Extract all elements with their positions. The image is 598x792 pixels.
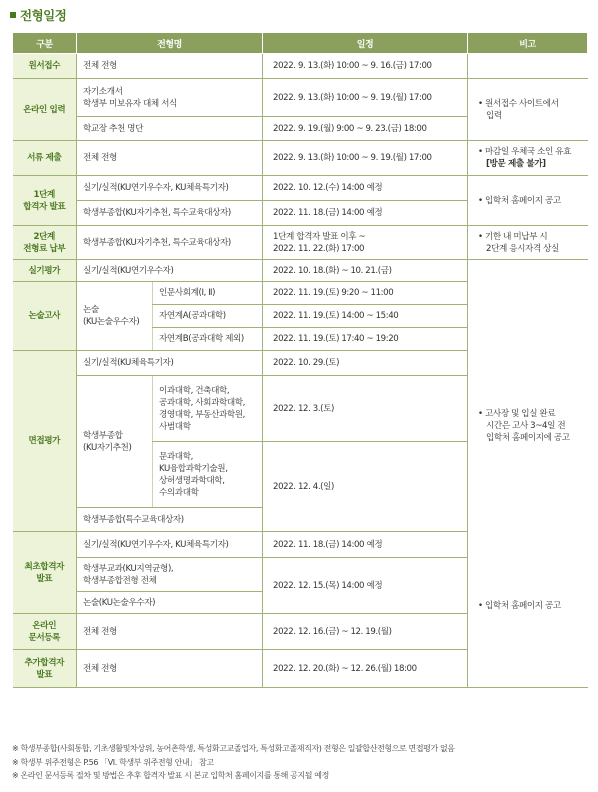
name-cell: 전체 전형 — [77, 614, 263, 650]
name-cell: 논술(KU논술우수자) — [77, 592, 263, 614]
category-cell: 2단계 전형료 납부 — [13, 226, 77, 260]
table-row — [13, 79, 588, 117]
date-cell: 2022. 11. 19.(토) 14:00 ~ 15:40 — [263, 305, 468, 328]
category-cell: 실기평가 — [13, 260, 77, 282]
name-cell: 학교장 추천 명단 — [77, 117, 263, 141]
category-cell: 원서접수 — [13, 54, 77, 79]
section-title — [10, 6, 66, 24]
name-cell: 학생부종합(KU자기추천, 특수교육대상자) — [77, 226, 263, 260]
sub-name-cell: 문과대학, KU융합과학기술원, 상허생명과학대학, 수의과대학 — [153, 442, 263, 508]
remarks-cell: • 원서접수 사이트에서 입력 — [468, 79, 588, 141]
name-cell: 전체 전형 — [77, 54, 263, 79]
date-cell: 2022. 9. 13.(화) 10:00 ~ 9. 16.(금) 17:00 — [263, 54, 468, 79]
remarks-cell: • 기한 내 미납부 시 2단계 응시자격 상실 — [468, 226, 588, 260]
remarks-final-announcement: • 입학처 홈페이지 공고 — [478, 600, 561, 612]
remarks-cell — [468, 54, 588, 79]
table-row — [13, 260, 588, 282]
name-cell: 전체 전형 — [77, 141, 263, 176]
header-admission-type: 전형명 — [77, 33, 263, 54]
table-row — [13, 141, 588, 176]
name-cell: 학생부종합(KU자기추천, 특수교육대상자) — [77, 201, 263, 226]
sub-name-cell: 이과대학, 건축대학, 공과대학, 사회과학대학, 경영대학, 부동산과학원, 사범대학 — [153, 376, 263, 442]
remarks-cell: • 고사장 및 입실 완료 시간은 고사 3~4일 전 입학처 홈페이지에 공고 • 입학처 홈페이지 공고 — [468, 260, 588, 688]
date-cell: 2022. 12. 4.(일) — [263, 442, 468, 532]
name-cell: 학생부종합 (KU자기추천) — [77, 376, 153, 508]
category-cell: 논술고사 — [13, 282, 77, 351]
date-cell: 1단계 합격자 발표 이후 ~ 2022. 11. 22.(화) 17:00 — [263, 226, 468, 260]
name-cell: 학생부종합(특수교육대상자) — [77, 508, 263, 532]
name-cell: 실기/실적(KU연기우수자) — [77, 260, 263, 282]
date-cell: 2022. 12. 3.(토) — [263, 376, 468, 442]
schedule-table — [12, 32, 588, 688]
sub-name-cell: 자연계B(공과대학 제외) — [153, 328, 263, 351]
date-cell: 2022. 12. 20.(화) ~ 12. 26.(월) 18:00 — [263, 650, 468, 688]
footnote: ※ 학생부종합(사회통합, 기초생활및차상위, 농어촌학생, 특성화고교졸업자, 특성화고졸재직자) 전형은 일괄합산전형으로 면접평가 없음 — [12, 744, 455, 753]
date-cell: 2022. 11. 18.(금) 14:00 예정 — [263, 201, 468, 226]
header-remarks: 비고 — [468, 33, 588, 54]
header-category: 구분 — [13, 33, 77, 54]
category-cell: 온라인 문서등록 — [13, 614, 77, 650]
remarks-cell: • 마감일 우체국 소인 유효 [방문 제출 불가] — [468, 141, 588, 176]
date-cell: 2022. 9. 19.(월) 9:00 ~ 9. 23.(금) 18:00 — [263, 117, 468, 141]
sub-name-cell: 자연계A(공과대학) — [153, 305, 263, 328]
name-cell: 실기/실적(KU연기우수자, KU체육특기자) — [77, 176, 263, 201]
sub-name-cell: 인문사회계(Ⅰ, Ⅱ) — [153, 282, 263, 305]
name-cell: 실기/실적(KU연기우수자, KU체육특기자) — [77, 532, 263, 558]
category-cell: 면접평가 — [13, 351, 77, 532]
footnote: ※ 온라인 문서등록 절차 및 방법은 추후 합격자 발표 시 본교 입학처 홈페이지를 통해 공지될 예정 — [12, 771, 329, 780]
category-cell: 온라인 입력 — [13, 79, 77, 141]
table-row — [13, 226, 588, 260]
date-cell: 2022. 10. 18.(화) ~ 10. 21.(금) — [263, 260, 468, 282]
table-row — [13, 176, 588, 201]
date-cell: 2022. 10. 12.(수) 14:00 예정 — [263, 176, 468, 201]
date-cell: 2022. 12. 15.(목) 14:00 예정 — [263, 558, 468, 614]
category-cell: 최초합격자 발표 — [13, 532, 77, 614]
name-cell: 전체 전형 — [77, 650, 263, 688]
name-cell: 실기/실적(KU체육특기자) — [77, 351, 263, 376]
header-schedule: 일정 — [263, 33, 468, 54]
footnote: ※ 학생부 위주전형은 P.56 「Ⅵ. 학생부 위주전형 안내」 참고 — [12, 757, 214, 767]
category-cell: 서류 제출 — [13, 141, 77, 176]
date-cell: 2022. 9. 13.(화) 10:00 ~ 9. 19.(월) 17:00 — [263, 141, 468, 176]
name-cell: 논술 (KU논술우수자) — [77, 282, 153, 351]
category-cell: 추가합격자 발표 — [13, 650, 77, 688]
remarks-cell: • 입학처 홈페이지 공고 — [468, 176, 588, 226]
table-header-row — [13, 33, 588, 54]
date-cell: 2022. 11. 19.(토) 9:20 ~ 11:00 — [263, 282, 468, 305]
date-cell: 2022. 11. 19.(토) 17:40 ~ 19:20 — [263, 328, 468, 351]
name-cell: 학생부교과(KU지역균형), 학생부종합전형 전체 — [77, 558, 263, 592]
date-cell: 2022. 12. 16.(금) ~ 12. 19.(월) — [263, 614, 468, 650]
date-cell: 2022. 9. 13.(화) 10:00 ~ 9. 19.(월) 17:00 — [263, 79, 468, 117]
category-cell: 1단계 합격자 발표 — [13, 176, 77, 226]
date-cell: 2022. 11. 18.(금) 14:00 예정 — [263, 532, 468, 558]
table-row — [13, 54, 588, 79]
square-bullet-icon — [10, 12, 16, 18]
name-cell: 자기소개서 학생부 미보유자 대체 서식 — [77, 79, 263, 117]
section-title-text: 전형일정 — [20, 8, 67, 23]
footnotes — [12, 742, 455, 783]
date-cell: 2022. 10. 29.(토) — [263, 351, 468, 376]
